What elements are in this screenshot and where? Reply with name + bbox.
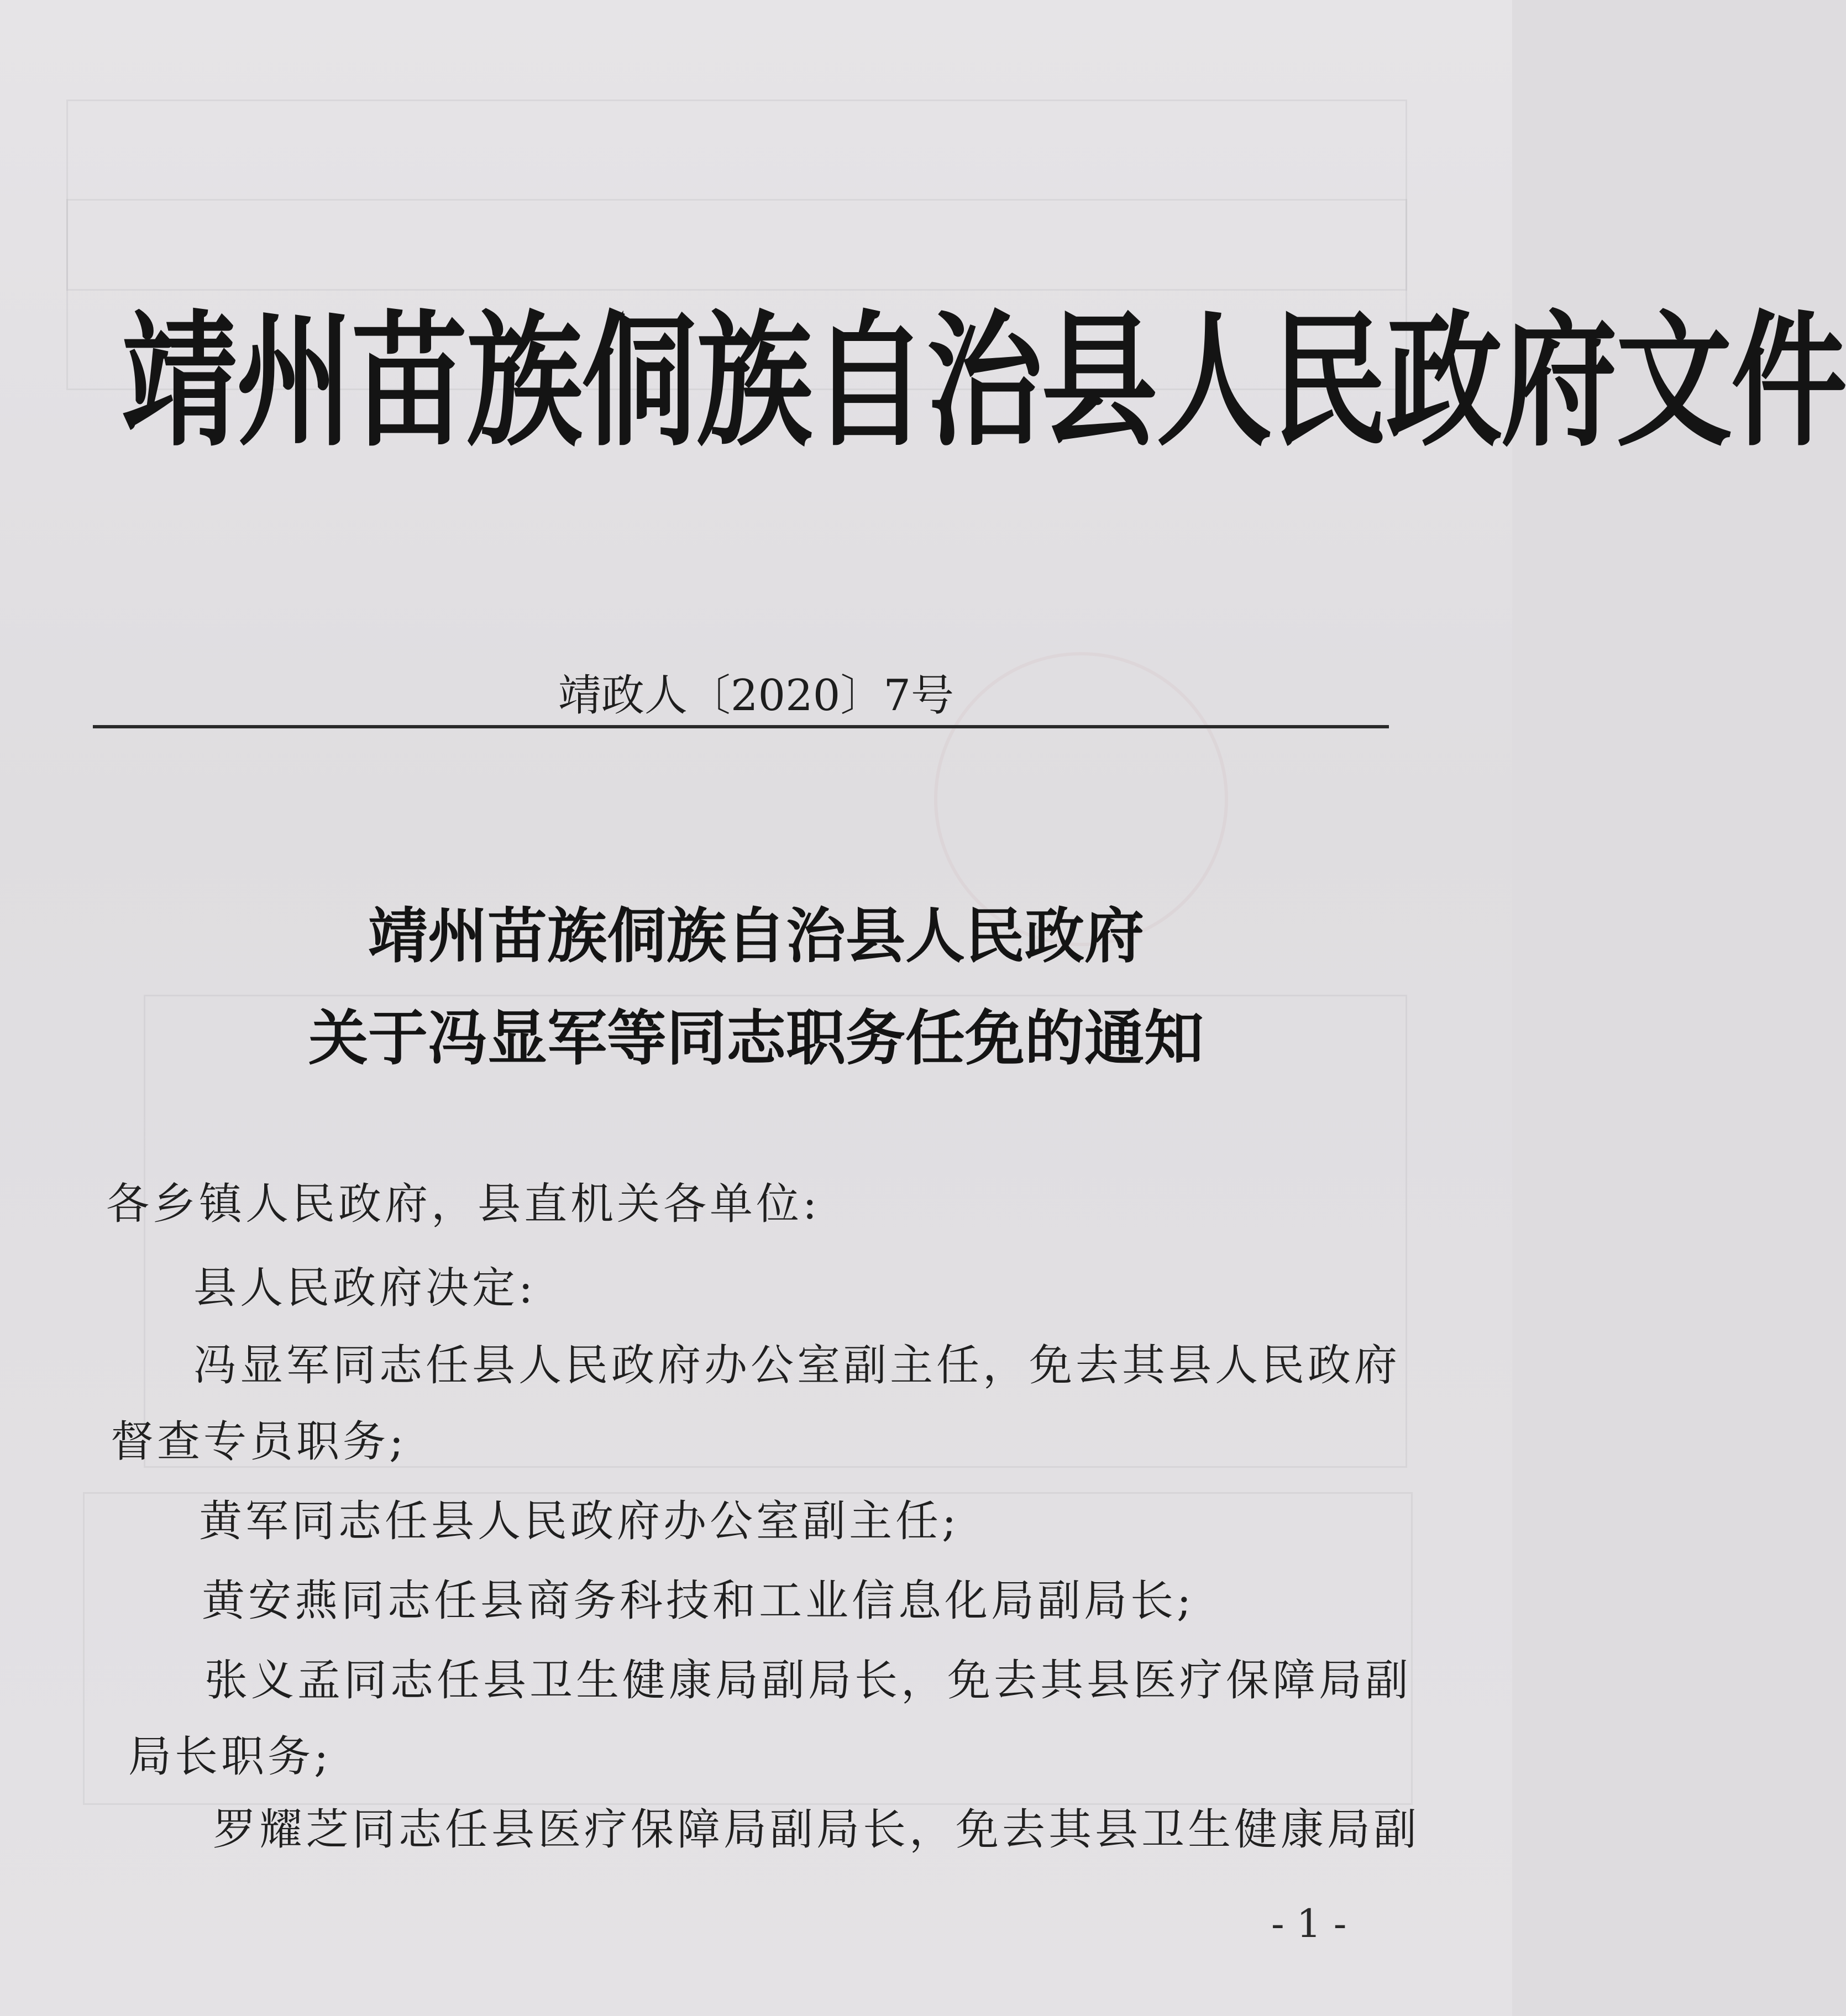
paragraph-2: 黄军同志任县人民政府办公室副主任; (199, 1497, 960, 1546)
document-header-title: 靖州苗族侗族自治县人民政府文件 (122, 297, 1846, 466)
paragraph-1-line-2: 督查专员职务; (111, 1417, 407, 1467)
show-through-table-row (66, 199, 1407, 291)
paragraph-3: 黄安燕同志任县商务科技和工业信息化局副局长; (202, 1576, 1195, 1626)
paragraph-5-line-1: 罗耀芝同志任县医疗保障局副局长，免去其县卫生健康局副 (213, 1805, 1420, 1855)
header-divider (93, 725, 1389, 728)
salutation: 各乡镇人民政府，县直机关各单位: (106, 1179, 821, 1229)
paragraph-4-line-1: 张义孟同志任县卫生健康局副局长，免去其县医疗保障局副 (204, 1656, 1412, 1705)
paragraph-4-line-2: 局长职务; (128, 1732, 332, 1782)
document-number: 靖政人〔2020〕7号 (558, 671, 955, 721)
paragraph-1-line-1: 冯显军同志任县人民政府办公室副主任，免去其县人民政府 (193, 1341, 1401, 1390)
notice-title-line-1: 靖州苗族侗族自治县人民政府 (368, 902, 1144, 971)
notice-title-line-2: 关于冯显军等同志职务任免的通知 (308, 1004, 1204, 1073)
intro-line: 县人民政府决定: (193, 1263, 537, 1313)
page-number: - 1 - (1271, 1901, 1347, 1946)
